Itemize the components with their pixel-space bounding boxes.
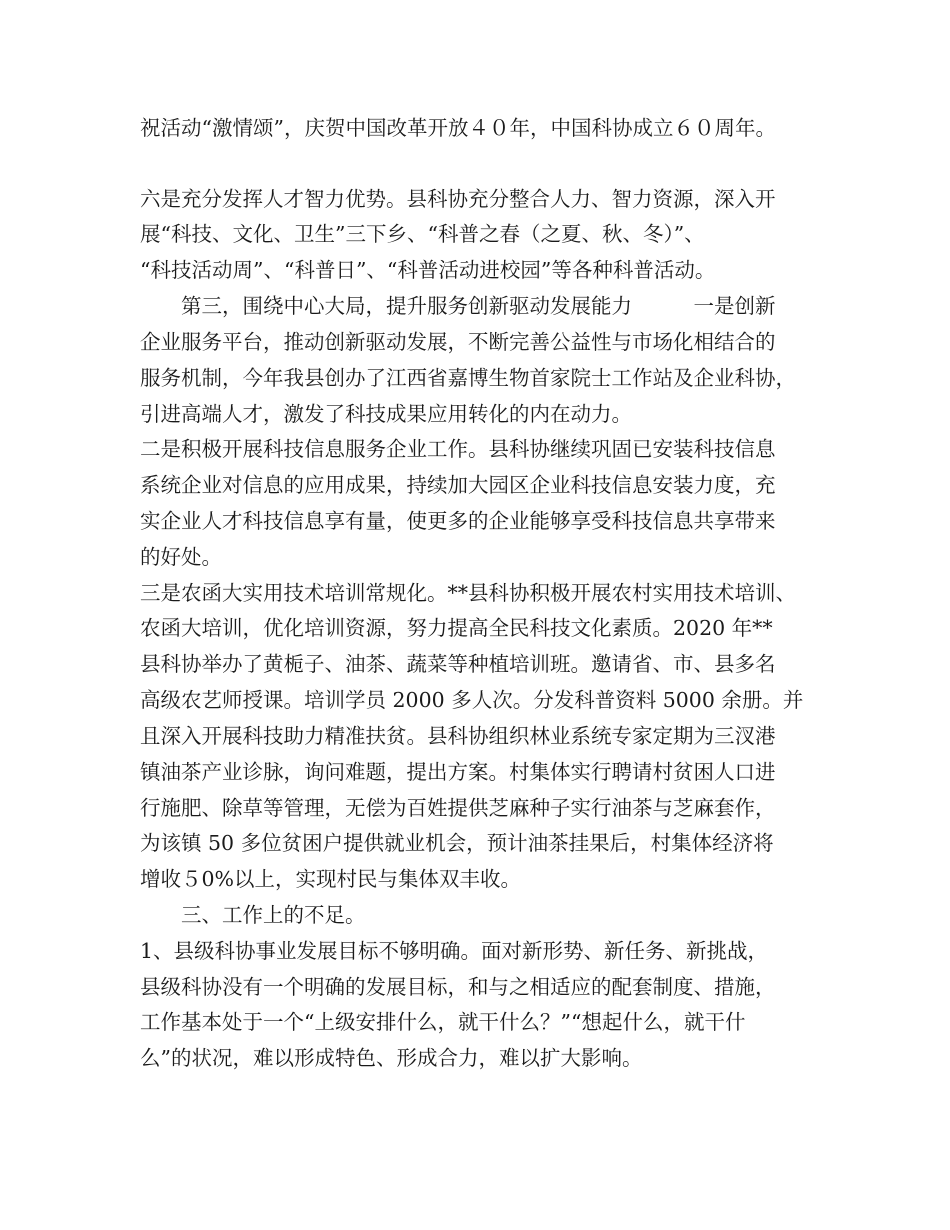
text-line: 工作基本处于一个“上级安排什么，就干什么？”“想起什么，就干什 [140,1010,746,1034]
text-line: 的好处。 [140,545,222,569]
text-line: 增收５0%以上，实现村民与集体双丰收。 [140,867,522,891]
text-line: 高级农艺师授课。培训学员 2000 多人次。分发科普资料 5000 余册。并 [140,688,804,712]
text-line: 么”的状况，难以形成特色、形成合力，难以扩大影响。 [140,1046,643,1070]
text-line: 展“科技、文化、卫生”三下乡、“科普之春（之夏、秋、冬）”、 [140,222,705,246]
text-line: 1、县级科协事业发展目标不够明确。面对新形势、新任务、新挑战， [140,939,769,963]
text-line: 三是农函大实用技术培训常规化。**县科协积极开展农村实用技术培训、 [140,581,796,605]
section-heading: 三、工作上的不足。 [140,903,366,927]
text-line: 祝活动“激情颂”，庆贺中国改革开放４０年，中国科协成立６０周年。 [140,116,776,140]
text-line: 服务机制，今年我县创办了江西省嘉博生物首家院士工作站及企业科协， [140,366,796,390]
text-line: 企业服务平台，推动创新驱动发展，不断完善公益性与市场化相结合的 [140,330,776,354]
text-line: 农函大培训，优化培训资源，努力提高全民科技文化素质。2020 年** [140,616,773,640]
text-line: 实企业人才科技信息享有量，使更多的企业能够享受科技信息共享带来 [140,509,776,533]
text-line: 系统企业对信息的应用成果，持续加大园区企业科技信息安装力度，充 [140,473,776,497]
text-line: 六是充分发挥人才智力优势。县科协充分整合人力、智力资源，深入开 [140,187,776,211]
text-line: 县科协举办了黄栀子、油茶、蔬菜等种植培训班。邀请省、市、县多名 [140,652,776,676]
text-line: 引进高端人才，激发了科技成果应用转化的内在动力。 [140,402,632,426]
text-line: 镇油茶产业诊脉，询问难题，提出方案。村集体实行聘请村贫困人口进 [140,760,776,784]
text-line: 第三，围绕中心大局，提升服务创新驱动发展能力 一是创新 [140,294,776,318]
text-line: 二是积极开展科技信息服务企业工作。县科协继续巩固已安装科技信息 [140,437,776,461]
text-line: 且深入开展科技助力精准扶贫。县科协组织林业系统专家定期为三汊港 [140,724,776,748]
text-line: 行施肥、除草等管理，无偿为百姓提供芝麻种子实行油茶与芝麻套作， [140,796,776,820]
text-line: 为该镇 50 多位贫困户提供就业机会，预计油茶挂果后，村集体经济将 [140,831,774,855]
text-line: “科技活动周”、“科普日”、“科普活动进校园”等各种科普活动。 [140,258,716,282]
text-line: 县级科协没有一个明确的发展目标，和与之相适应的配套制度、措施， [140,975,776,999]
